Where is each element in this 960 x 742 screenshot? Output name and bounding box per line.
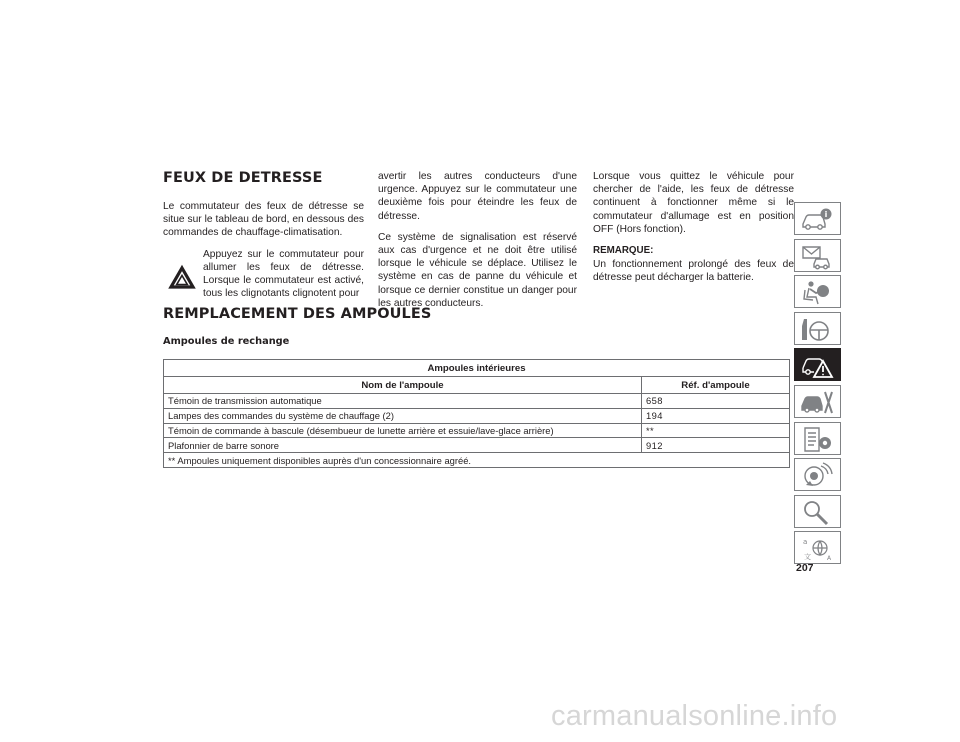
bulb-ref-cell: 912 <box>642 438 790 453</box>
note-title: REMARQUE: <box>593 245 654 257</box>
bulb-name-cell: Témoin de commande à bascule (désembueur de lunette arrière et essuie/lave-glace arrière) <box>164 423 642 438</box>
chapter-tab-index[interactable] <box>794 495 841 528</box>
multilingual-icon <box>800 535 834 562</box>
note-text: Un fonctionnement prolongé des feux de détresse peut décharger la batterie. <box>593 259 794 284</box>
column-2 <box>378 170 577 318</box>
table-header-row <box>164 377 790 394</box>
paragraph-hazard-switch-location: Le commutateur des feux de détresse se situe sur le tableau de bord, en dessous des commandes de chauffage-climatisation. <box>163 201 364 239</box>
bulb-name-cell: Témoin de transmission automatique <box>164 394 642 409</box>
paragraph-warn-drivers: avertir les autres conducteurs d'une urgence. Appuyez sur le commutateur une deuxième fois pour éteindre les feux de détresse. <box>378 171 577 222</box>
airbag-seat-icon <box>800 279 834 306</box>
steering-wheel-icon <box>800 316 834 343</box>
bulb-ref-cell: 194 <box>642 408 790 423</box>
page-number: 207 <box>796 562 814 574</box>
table-caption-row <box>164 360 790 377</box>
column-header-bulb-ref: Réf. d'ampoule <box>642 377 790 394</box>
table-row <box>164 408 790 423</box>
bulb-name-cell: Lampes des commandes du système de chauffage (2) <box>164 408 642 423</box>
chapter-tab-getting-to-know-vehicle[interactable] <box>794 202 841 235</box>
table-footnote-row <box>164 453 790 468</box>
column-3 <box>593 170 794 293</box>
bulb-name-cell: Plafonnier de barre sonore <box>164 438 642 453</box>
interior-bulbs-table <box>163 359 790 468</box>
paragraph-leaving-vehicle: Lorsque vous quittez le véhicule pour chercher de l'aide, les feux de détresse continuent à fonctionner même si le commutateur d'allumage est en position OFF (Hors fonction). <box>593 171 794 235</box>
chapter-tab-languages[interactable] <box>794 531 841 564</box>
section-subtitle-replacement-bulbs: Ampoules de rechange <box>163 336 290 347</box>
table-caption: Ampoules intérieures <box>164 360 790 377</box>
column-1 <box>163 200 364 308</box>
table-row <box>164 394 790 409</box>
chapter-tab-starting-operating[interactable] <box>794 312 841 345</box>
table-row <box>164 423 790 438</box>
chapter-tab-multimedia[interactable] <box>794 458 841 491</box>
svg-text:A: A <box>827 555 832 563</box>
watermark: carmanualsonline.info <box>551 700 838 732</box>
car-mail-icon <box>800 243 834 270</box>
table-footnote: ** Ampoules uniquement disponibles auprès d'un concessionnaire agréé. <box>164 453 790 468</box>
hazard-instruction <box>163 248 364 301</box>
bulb-ref-cell: 658 <box>642 394 790 409</box>
hazard-warning-icon <box>163 250 205 294</box>
chapter-tab-safety[interactable] <box>794 275 841 308</box>
car-tools-icon <box>800 389 834 416</box>
car-info-icon <box>800 206 834 233</box>
maintenance-checklist-icon <box>800 426 834 453</box>
table-row <box>164 438 790 453</box>
svg-text:i: i <box>824 210 828 219</box>
svg-text:a: a <box>803 538 808 547</box>
chapter-tab-servicing-maintenance[interactable] <box>794 385 841 418</box>
paragraph-emergency-use: Ce système de signalisation est réservé aux cas d'urgence et ne doit être utilisé lorsque le véhicule se déplace. Utilisez le système en cas de panne du véhicule et lorsque ce dernier constitue un danger pour les autres conducteurs. <box>378 231 577 309</box>
magnifier-index-icon <box>800 499 834 526</box>
chapter-tabs-sidebar <box>794 202 842 568</box>
car-warning-icon <box>800 352 834 379</box>
chapter-tab-instrument-panel[interactable] <box>794 239 841 272</box>
chapter-tab-technical-specifications[interactable] <box>794 422 841 455</box>
section-title-hazard: FEUX DE DETRESSE <box>163 170 323 186</box>
svg-text:文: 文 <box>804 553 811 562</box>
column-header-bulb-name: Nom de l'ampoule <box>164 377 642 394</box>
bulb-ref-cell: ** <box>642 423 790 438</box>
chapter-tab-in-case-of-emergency[interactable] <box>794 348 841 381</box>
section-title-bulb-replacement: REMPLACEMENT DES AMPOULES <box>163 306 432 322</box>
media-icon <box>800 462 834 489</box>
paragraph-hazard-press: Appuyez sur le commutateur pour allumer les feux de détresse. Lorsque le commutateur est activé, tous les clignotants clignotent pour <box>203 248 364 300</box>
